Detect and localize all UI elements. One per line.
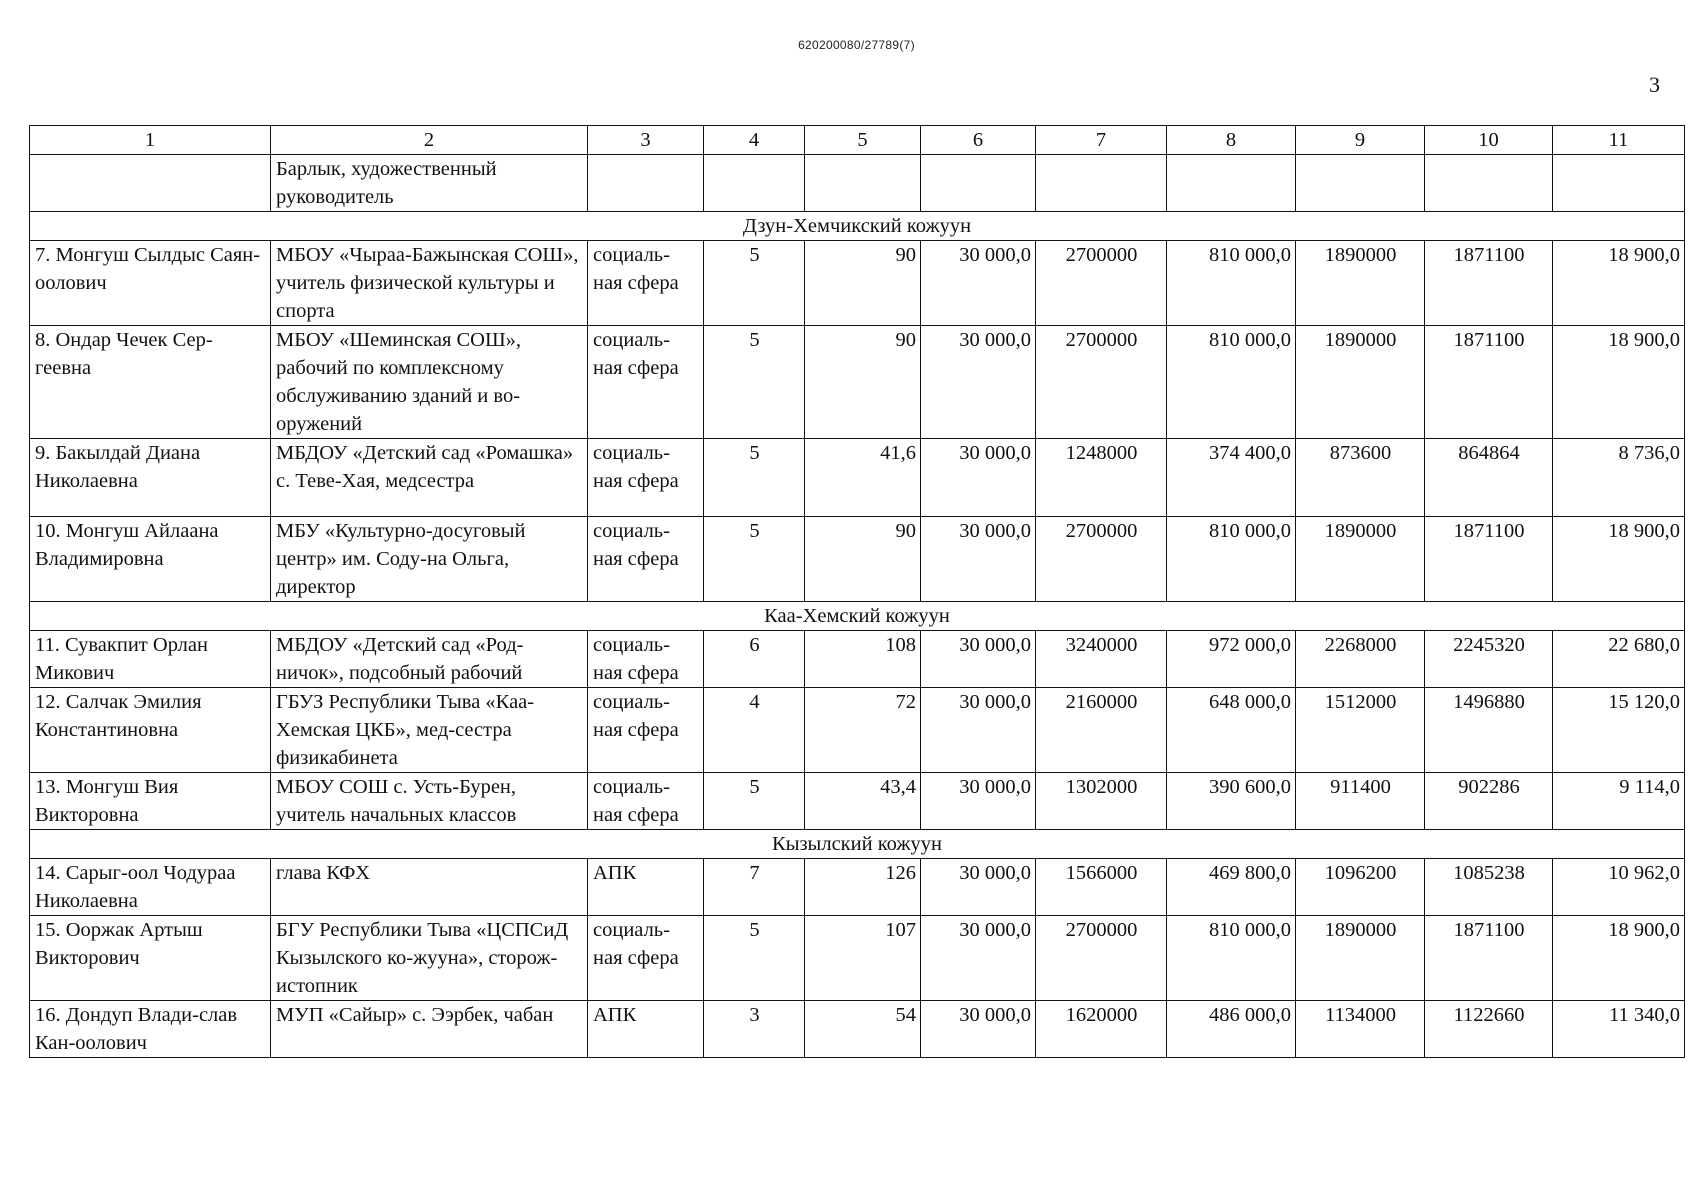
table-cell: БГУ Республики Тыва «ЦСПСиД Кызылского ко-жууна», сторож-истопник (271, 916, 588, 1001)
table-cell: 18 900,0 (1553, 517, 1685, 602)
table-cell: 30 000,0 (921, 326, 1036, 439)
table-cell: 1248000 (1036, 439, 1167, 517)
table-cell: 374 400,0 (1167, 439, 1296, 517)
table-cell: 2700000 (1036, 326, 1167, 439)
table-cell: 1566000 (1036, 859, 1167, 916)
table-row (30, 517, 1685, 602)
table-cell: 1096200 (1296, 859, 1425, 916)
table-cell: 864864 (1425, 439, 1553, 517)
header-cell: 5 (805, 126, 921, 155)
table-cell: 1871100 (1425, 326, 1553, 439)
section-row (30, 212, 1685, 241)
table-cell: 810 000,0 (1167, 517, 1296, 602)
table-row (30, 1001, 1685, 1058)
table-cell: социаль-ная сфера (588, 439, 704, 517)
table-cell: 90 (805, 241, 921, 326)
table-cell: социаль-ная сфера (588, 517, 704, 602)
table-cell: 873600 (1296, 439, 1425, 517)
table-cell: 30 000,0 (921, 916, 1036, 1001)
document-code: 620200080/27789(7) (798, 38, 915, 52)
table-cell: 1085238 (1425, 859, 1553, 916)
table-cell: 1871100 (1425, 916, 1553, 1001)
table-cell: 1122660 (1425, 1001, 1553, 1058)
table-cell: 1302000 (1036, 773, 1167, 830)
table-cell: 18 900,0 (1553, 916, 1685, 1001)
table-cell: 5 (704, 241, 805, 326)
table-cell: ГБУЗ Республики Тыва «Каа-Хемская ЦКБ», мед-сестра физикабинета (271, 688, 588, 773)
table-cell: 8. Ондар Чечек Сер-геевна (30, 326, 271, 439)
table-cell: МБДОУ «Детский сад «Род-ничок», подсобный рабочий (271, 631, 588, 688)
section-title: Каа-Хемский кожуун (30, 602, 1685, 631)
table-cell: 2160000 (1036, 688, 1167, 773)
table-cell (1167, 155, 1296, 212)
header-cell: 7 (1036, 126, 1167, 155)
table-cell: 13. Монгуш Вия Викторовна (30, 773, 271, 830)
table-row (30, 326, 1685, 439)
table-cell: 12. Салчак Эмилия Константиновна (30, 688, 271, 773)
header-cell: 2 (271, 126, 588, 155)
table-cell: МБОУ «Шеминская СОШ», рабочий по комплексному обслуживанию зданий и во-оружений (271, 326, 588, 439)
table-cell: 810 000,0 (1167, 916, 1296, 1001)
table-cell: социаль-ная сфера (588, 916, 704, 1001)
table-row (30, 241, 1685, 326)
table-cell (30, 155, 271, 212)
table-cell: 18 900,0 (1553, 241, 1685, 326)
table-cell: 5 (704, 916, 805, 1001)
page-number: 3 (1649, 72, 1660, 97)
table-cell: 5 (704, 439, 805, 517)
table-cell: 10 962,0 (1553, 859, 1685, 916)
table-cell: 15 120,0 (1553, 688, 1685, 773)
table-cell: 90 (805, 517, 921, 602)
table-cell (1296, 155, 1425, 212)
header-cell: 1 (30, 126, 271, 155)
table-cell: 30 000,0 (921, 517, 1036, 602)
section-row (30, 602, 1685, 631)
table-cell: АПК (588, 1001, 704, 1058)
table-row (30, 688, 1685, 773)
header-cell: 6 (921, 126, 1036, 155)
table-cell: глава КФХ (271, 859, 588, 916)
table-cell: 7. Монгуш Сылдыс Саян-оолович (30, 241, 271, 326)
table-cell (1036, 155, 1167, 212)
table-cell: 30 000,0 (921, 859, 1036, 916)
table-cell: 648 000,0 (1167, 688, 1296, 773)
table-cell: 11 340,0 (1553, 1001, 1685, 1058)
table-cell: 3 (704, 1001, 805, 1058)
table-cell: 4 (704, 688, 805, 773)
data-table (29, 125, 1685, 1058)
table-cell: 1496880 (1425, 688, 1553, 773)
table-cell: социаль-ная сфера (588, 631, 704, 688)
table-cell: 30 000,0 (921, 688, 1036, 773)
table-cell: 1890000 (1296, 241, 1425, 326)
table-row (30, 439, 1685, 517)
section-title: Кызылский кожуун (30, 830, 1685, 859)
table-cell: социаль-ная сфера (588, 241, 704, 326)
table-cell: 972 000,0 (1167, 631, 1296, 688)
table-cell: 2268000 (1296, 631, 1425, 688)
table-cell: 6 (704, 631, 805, 688)
table-cell: 30 000,0 (921, 439, 1036, 517)
table-cell: 5 (704, 326, 805, 439)
table-cell: 1512000 (1296, 688, 1425, 773)
table-cell: социаль-ная сфера (588, 773, 704, 830)
table-cell: 16. Дондуп Влади-слав Кан-оолович (30, 1001, 271, 1058)
table-row (30, 859, 1685, 916)
table-row (30, 631, 1685, 688)
table-cell: 54 (805, 1001, 921, 1058)
table-cell: 43,4 (805, 773, 921, 830)
table-cell: 8 736,0 (1553, 439, 1685, 517)
header-cell: 3 (588, 126, 704, 155)
section-row (30, 830, 1685, 859)
table-cell (588, 155, 704, 212)
table-cell: 7 (704, 859, 805, 916)
table-cell: 9 114,0 (1553, 773, 1685, 830)
table-cell: 1890000 (1296, 326, 1425, 439)
table-cell: 72 (805, 688, 921, 773)
table-cell: 9. Бакылдай Диана Николаевна (30, 439, 271, 517)
table-cell: 107 (805, 916, 921, 1001)
header-cell: 10 (1425, 126, 1553, 155)
table-cell: социаль-ная сфера (588, 326, 704, 439)
section-title: Дзун-Хемчикский кожуун (30, 212, 1685, 241)
table-cell: 1871100 (1425, 517, 1553, 602)
table-cell: Барлык, художественный руководитель (271, 155, 588, 212)
table-cell: 390 600,0 (1167, 773, 1296, 830)
table-cell: 10. Монгуш Айлаана Владимировна (30, 517, 271, 602)
header-cell: 9 (1296, 126, 1425, 155)
table-header-row (30, 126, 1685, 155)
table-cell: МБУ «Культурно-досуговый центр» им. Соду-на Ольга, директор (271, 517, 588, 602)
table-cell: 108 (805, 631, 921, 688)
continuation-row (30, 155, 1685, 212)
table-row (30, 773, 1685, 830)
table-cell: 1890000 (1296, 916, 1425, 1001)
table-cell (1425, 155, 1553, 212)
table-cell: 1871100 (1425, 241, 1553, 326)
table-cell (921, 155, 1036, 212)
table-cell: 810 000,0 (1167, 241, 1296, 326)
table-cell: МБОУ СОШ с. Усть-Бурен, учитель начальных классов (271, 773, 588, 830)
table-row (30, 916, 1685, 1001)
header-cell: 4 (704, 126, 805, 155)
table-cell: 2245320 (1425, 631, 1553, 688)
table-cell: МУП «Сайыр» с. Ээрбек, чабан (271, 1001, 588, 1058)
table-cell: 30 000,0 (921, 1001, 1036, 1058)
table-cell: 810 000,0 (1167, 326, 1296, 439)
table-cell: МБОУ «Чыраа-Бажынская СОШ», учитель физической культуры и спорта (271, 241, 588, 326)
table-cell: 902286 (1425, 773, 1553, 830)
table-cell: 1134000 (1296, 1001, 1425, 1058)
table-cell: 5 (704, 773, 805, 830)
table-cell: 469 800,0 (1167, 859, 1296, 916)
table-cell (704, 155, 805, 212)
table-cell: 22 680,0 (1553, 631, 1685, 688)
table-body (30, 126, 1685, 1058)
table-cell: 1620000 (1036, 1001, 1167, 1058)
table-cell: 15. Ооржак Артыш Викторович (30, 916, 271, 1001)
table-cell: АПК (588, 859, 704, 916)
table-cell: 18 900,0 (1553, 326, 1685, 439)
table-cell: 1890000 (1296, 517, 1425, 602)
table-cell: 90 (805, 326, 921, 439)
table-cell: социаль-ная сфера (588, 688, 704, 773)
table-cell: 3240000 (1036, 631, 1167, 688)
table-cell: 911400 (1296, 773, 1425, 830)
table-cell: МБДОУ «Детский сад «Ромашка» с. Теве-Хая, медсестра (271, 439, 588, 517)
table-cell: 30 000,0 (921, 773, 1036, 830)
table-cell: 41,6 (805, 439, 921, 517)
table-cell: 30 000,0 (921, 631, 1036, 688)
table-cell (1553, 155, 1685, 212)
table-cell: 11. Сувакпит Орлан Микович (30, 631, 271, 688)
table-cell: 2700000 (1036, 241, 1167, 326)
table-cell: 486 000,0 (1167, 1001, 1296, 1058)
table-cell: 126 (805, 859, 921, 916)
table-cell: 5 (704, 517, 805, 602)
table-cell: 2700000 (1036, 916, 1167, 1001)
table-cell: 2700000 (1036, 517, 1167, 602)
table-cell: 14. Сарыг-оол Чодураа Николаевна (30, 859, 271, 916)
header-cell: 11 (1553, 126, 1685, 155)
table-cell: 30 000,0 (921, 241, 1036, 326)
table-cell (805, 155, 921, 212)
header-cell: 8 (1167, 126, 1296, 155)
